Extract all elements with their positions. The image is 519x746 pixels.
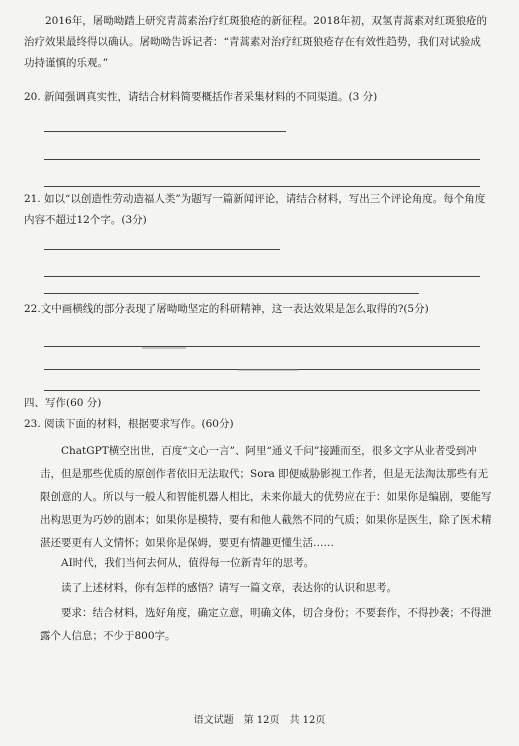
question-20: 20. 新闻强调真实性，请结合材料简要概括作者采集材料的不同渠道。(3 分) <box>24 91 378 103</box>
scan-smudge <box>238 369 298 371</box>
scan-smudge <box>142 347 186 349</box>
page-footer: 语文试题 第 12页 共 12页 <box>193 715 326 726</box>
answer-line[interactable] <box>44 131 286 132</box>
material-final-paragraph: 2016年，屠呦呦踏上研究青蒿素治疗红斑狼疮的新征程。2018年初，双氢青蒿素对红斑狼疮的治疗效果最终得以确认。屠呦呦告诉记者：“青蒿素对治疗红斑狼疮存在有效性趋势，我们对试验成功持谨慎的乐观。” <box>24 15 487 69</box>
question-21: 21. 如以“以创造性劳动造福人类”为题写一篇新闻评论，请结合材料，写出三个评论角度。每个角度内容不超过12个字。(3分) <box>24 193 486 226</box>
writing-requirements: 要求：结合材料，选好角度，确定立意，明确文体，切合身份；不要套作，不得抄袭；不得泄露个人信息；不少于800字。 <box>40 607 492 642</box>
answer-line[interactable] <box>44 249 280 250</box>
answer-line[interactable] <box>44 293 419 294</box>
writing-material-paragraph: ChatGPT横空出世，百度“文心一言”、阿里“通义千问”接踵而至，很多文字从业者受到冲击，但是那些优质的原创作者依旧无法取代；Sora 即便威胁影视工作者，但是无法淘汰那些有无限创意的人。所以与一般人和智能机器人相比，未来你最大的优势应在于：如果你是编剧，要能写出构思更为巧妙的剧本；如果你是模特，要有和他人截然不同的气质；如果你是医生，除了医术精湛还要更有人文情怀；如果你是保姆，要更有情趣更懂生活…… <box>40 445 492 549</box>
writing-material-paragraph: AI时代，我们当何去何从，值得每一位新青年的思考。 <box>61 557 315 569</box>
answer-line[interactable] <box>44 390 480 391</box>
question-22: 22.文中画横线的部分表现了屠呦呦坚定的科研精神，这一表达效果是怎么取得的?(5分) <box>24 303 429 315</box>
question-23: 23. 阅读下面的材料，根据要求写作。(60分) <box>24 418 234 430</box>
writing-section-heading: 四、写作(60 分) <box>24 397 102 409</box>
answer-line[interactable] <box>44 346 480 347</box>
answer-line[interactable] <box>44 186 480 187</box>
answer-line[interactable] <box>44 276 480 277</box>
writing-prompt: 读了上述材料，你有怎样的感悟？请写一篇文章，表达你的认识和思考。 <box>61 582 397 594</box>
answer-line[interactable] <box>44 159 480 160</box>
